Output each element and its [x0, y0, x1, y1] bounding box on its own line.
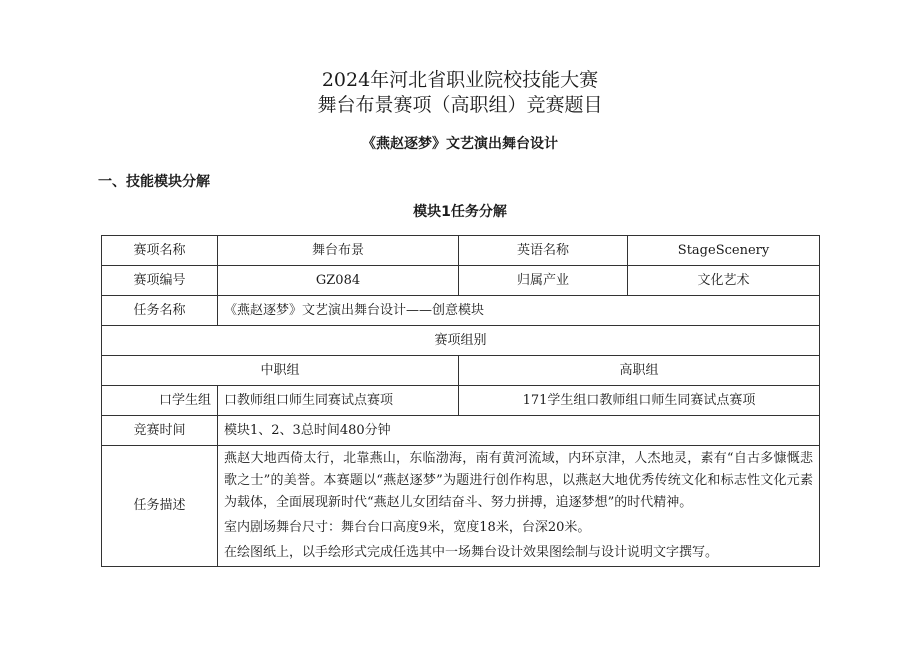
table-row-event-code: [102, 266, 820, 296]
value-competition-time: 模块1、2、3总时间480分钟: [218, 416, 820, 446]
document-title-line2: 舞台布景赛项（高职组）竞赛题目: [317, 94, 603, 116]
stage-dimensions-paragraph: 室内剧场舞台尺寸：舞台台口高度9米，宽度18米，台深20米。: [224, 520, 591, 535]
section-heading: 一、技能模块分解: [98, 174, 210, 190]
group-secondary-vocational: 中职组: [102, 356, 459, 386]
table-row-task-name: [102, 296, 820, 326]
value-english-name: StageScenery: [628, 236, 820, 266]
group-header: 赛项组别: [102, 326, 820, 356]
drawing-instruction-paragraph: 在绘图纸上，以手绘形式完成任选其中一场舞台设计效果图绘制与设计说明文字撰写。: [224, 545, 719, 560]
label-event-name: 赛项名称: [102, 236, 218, 266]
label-task-description: 任务描述: [102, 446, 218, 567]
group-higher-vocational: 高职组: [459, 356, 820, 386]
group-option-higher: 171学生组口教师组口师生同赛试点赛项: [459, 386, 820, 416]
table-row-event-name: [102, 236, 820, 266]
value-event-name: 舞台布景: [218, 236, 459, 266]
table-row-task-description: [102, 446, 820, 567]
label-competition-time: 竞赛时间: [102, 416, 218, 446]
task-description-paragraph: 燕赵大地西倚太行，北靠燕山，东临渤海，南有黄河流域，内环京津，人杰地灵，素有“自古多慷慨悲歌之士”的美誉。本赛题以“燕赵逐梦”为题进行创作构思，以燕赵大地优秀传统文化和标志性文化元素为载体，全面展现新时代“燕赵儿女团结奋斗、努力拼搏，追逐梦想”的时代精神。: [224, 451, 813, 510]
group-option-student: 口学生组: [102, 386, 218, 416]
label-task-name: 任务名称: [102, 296, 218, 326]
document-title-line1: 2024年河北省职业院校技能大赛: [321, 69, 599, 91]
table-row-competition-time: [102, 416, 820, 446]
document-subtitle: 《燕赵逐梦》文艺演出舞台设计: [362, 136, 558, 152]
label-event-code: 赛项编号: [102, 266, 218, 296]
table-row-group-levels: [102, 356, 820, 386]
label-english-name: 英语名称: [459, 236, 628, 266]
value-task-name: 《燕赵逐梦》文艺演出舞台设计——创意模块: [218, 296, 820, 326]
group-option-teacher: 口教师组口师生同赛试点赛项: [218, 386, 459, 416]
competition-info-table: [101, 235, 820, 567]
task-description-content: [218, 446, 820, 567]
value-industry: 文化艺术: [628, 266, 820, 296]
module-heading: 模块1任务分解: [413, 204, 507, 220]
label-industry: 归属产业: [459, 266, 628, 296]
table-row-group-options: [102, 386, 820, 416]
value-event-code: GZ084: [218, 266, 459, 296]
table-row-group-header: [102, 326, 820, 356]
